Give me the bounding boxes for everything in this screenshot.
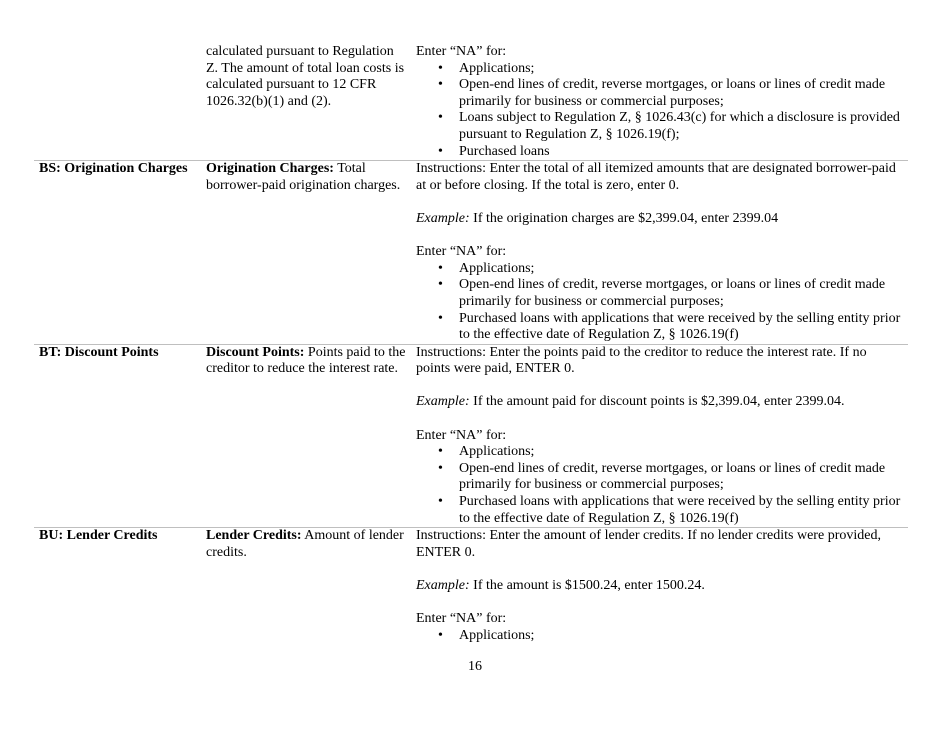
list-item: • Applications; — [459, 444, 904, 461]
instructions-cell — [411, 161, 908, 345]
list-item: • Applications; — [459, 628, 904, 645]
example-text-line — [416, 211, 904, 228]
definition-cell — [201, 344, 411, 528]
instructions-text: Instructions: Enter the amount of lender credits. If no lender credits were provided, ENTER 0. — [416, 528, 881, 560]
example-text: If the amount is $1500.24, enter 1500.24. — [469, 578, 705, 593]
page-number: 16 — [468, 659, 482, 674]
example-text: If the origination charges are $2,399.04, enter 2399.04 — [469, 210, 779, 226]
definition-cell — [201, 528, 411, 645]
field-definitions-table — [34, 44, 908, 644]
list-item: • Purchased loans with applications that were received by the selling entity prior to the effective date of Regulation Z, § 1026.19(f) — [459, 494, 904, 527]
instructions-cell — [411, 44, 908, 161]
example-label: Example: — [416, 578, 470, 593]
na-list — [416, 628, 904, 645]
na-list — [416, 61, 904, 161]
definition-term: Discount Points: — [206, 344, 305, 360]
definition-text: Amount of lender credits. — [206, 528, 404, 560]
definition-cell — [201, 44, 411, 161]
na-label: Enter “NA” for: — [416, 44, 507, 59]
example-text: If the amount paid for discount points is $2,399.04, enter 2399.04. — [469, 394, 845, 410]
example-text-line — [416, 578, 904, 595]
example-label: Example: — [416, 210, 470, 226]
table-row — [34, 528, 908, 645]
field-code-cell — [34, 161, 201, 345]
na-label: Enter “NA” for: — [416, 611, 507, 627]
definition-term: Lender Credits: — [206, 528, 302, 544]
definition-text: Total borrower-paid origination charges. — [206, 161, 401, 193]
list-item: • Purchased loans — [459, 144, 904, 161]
field-code: BU: Lender Credits — [39, 528, 158, 544]
field-code-cell — [34, 528, 201, 645]
instructions-cell — [411, 344, 908, 528]
list-item: • Loans subject to Regulation Z, § 1026.43(c) for which a disclosure is provided pursuant to Regulation Z, § 1026.19(f); — [459, 110, 904, 143]
table-row — [34, 161, 908, 345]
field-code: BS: Origination Charges — [39, 161, 188, 177]
definition-text: calculated pursuant to Regulation Z. The amount of total loan costs is calculated pursuant to 12 CFR 1026.32(b)(1) and (2). — [206, 44, 405, 109]
definition-term: Origination Charges: — [206, 161, 334, 177]
instructions-text: Instructions: Enter the points paid to the creditor to reduce the interest rate. If no points were paid, ENTER 0. — [416, 344, 867, 377]
definition-text: Points paid to the creditor to reduce the interest rate. — [206, 344, 406, 377]
list-item: • Open-end lines of credit, reverse mortgages, or loans or lines of credit made primarily for business or commercial purposes; — [459, 77, 904, 110]
na-label: Enter “NA” for: — [416, 427, 507, 443]
definition-cell — [201, 161, 411, 345]
list-item: • Open-end lines of credit, reverse mortgages, or loans or lines of credit made primarily for business or commercial purposes; — [459, 461, 904, 494]
list-item: • Purchased loans with applications that were received by the selling entity prior to the effective date of Regulation Z, § 1026.19(f) — [459, 311, 904, 344]
list-item: • Open-end lines of credit, reverse mortgages, or loans or lines of credit made primarily for business or commercial purposes; — [459, 277, 904, 310]
field-code-cell — [34, 44, 201, 161]
na-list — [416, 444, 904, 527]
instructions-text: Instructions: Enter the total of all itemized amounts that are designated borrower-paid at or before closing. If the total is zero, enter 0. — [416, 161, 896, 193]
table-row — [34, 344, 908, 528]
field-code: BT: Discount Points — [39, 344, 159, 360]
na-list — [416, 261, 904, 344]
list-item: • Applications; — [459, 261, 904, 278]
table-row — [34, 44, 908, 161]
example-label: Example: — [416, 394, 470, 410]
na-label: Enter “NA” for: — [416, 244, 507, 260]
field-code-cell — [34, 344, 201, 528]
list-item: • Applications; — [459, 61, 904, 78]
instructions-cell — [411, 528, 908, 645]
example-text-line — [416, 394, 904, 411]
